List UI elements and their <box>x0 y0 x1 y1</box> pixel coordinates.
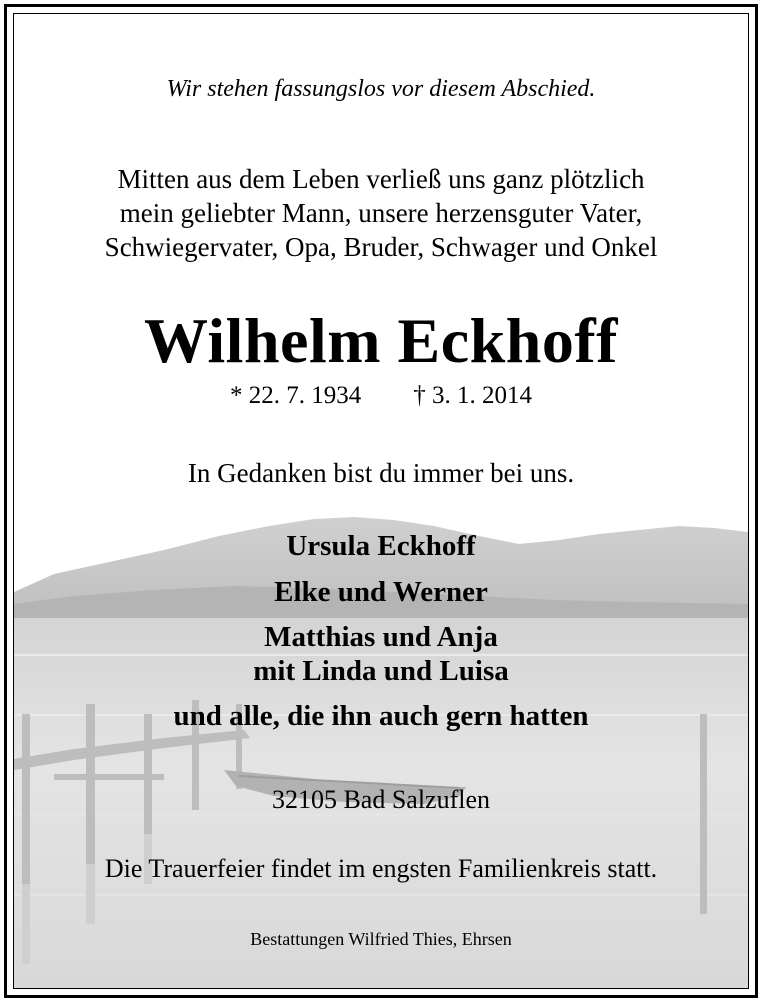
inner-border <box>13 13 749 989</box>
mourner: Elke und Werner <box>274 576 488 608</box>
motto: Wir stehen fassungslos vor diesem Abschied. <box>166 76 596 102</box>
death-date: † 3. 1. 2014 <box>413 382 532 409</box>
mourner: Ursula Eckhoff <box>286 530 476 562</box>
birth-date: * 22. 7. 1934 <box>230 382 362 409</box>
intro-line: Mitten aus dem Leben verließ uns ganz plötzlich <box>117 164 645 194</box>
intro-text <box>14 162 748 264</box>
notice-text <box>14 14 748 988</box>
mourner: mit Linda und Luisa <box>253 655 509 687</box>
funeral-note: Die Trauerfeier findet im engsten Familienkreis statt. <box>104 854 658 883</box>
deceased-name: Wilhelm Eckhoff <box>144 305 618 376</box>
city-address: 32105 Bad Salzuflen <box>271 785 491 814</box>
mourner: und alle, die ihn auch gern hatten <box>173 700 589 732</box>
undertaker-credit: Bestattungen Wilfried Thies, Ehrsen <box>250 929 512 949</box>
intro-line: mein geliebter Mann, unsere herzensguter Vater, <box>119 198 643 228</box>
life-dates <box>14 382 748 410</box>
memorial-thought: In Gedanken bist du immer bei uns. <box>187 458 575 488</box>
mourner: Matthias und Anja <box>264 621 498 653</box>
mourner-group <box>14 620 748 688</box>
intro-line: Schwiegervater, Opa, Bruder, Schwager und Onkel <box>104 232 658 262</box>
